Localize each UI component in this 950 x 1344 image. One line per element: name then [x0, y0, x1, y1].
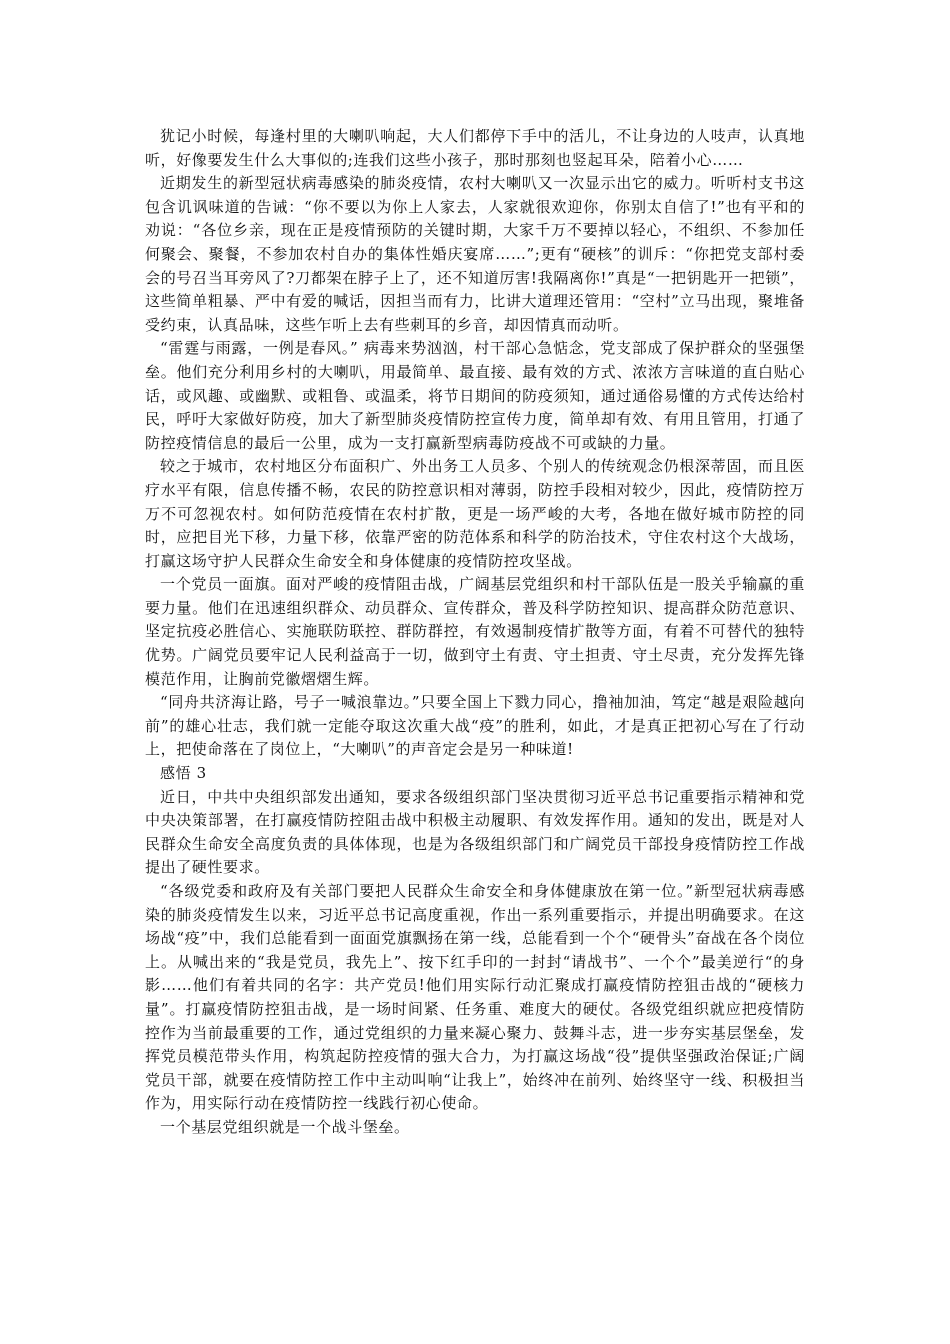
- paragraph-2: 近期发生的新型冠状病毒感染的肺炎疫情，农村大喇叭又一次显示出它的威力。听听村支书这包含讥讽味道的告诫：“你不要以为你上人家去，人家就很欢迎你，你别太自信了!”也有平和的劝说：“各位乡亲，现在正是疫情预防的关键时期，大家千万不要掉以轻心，不组织、不参加任何聚会、聚餐，不参加农村自办的集体性婚庆宴席……”;更有“硬核”的训斥：“你把党支部村委会的号召当耳旁风了?刀都架在脖子上了，还不知道厉害!我隔离你!”真是“一把钥匙开一把锁”，这些简单粗暴、严中有爱的喊话，因担当而有力，比讲大道理还管用：“空村”立马出现，聚堆备受约束，认真品味，这些乍听上去有些刺耳的乡音，却因情真而动听。: [145, 174, 805, 334]
- document-body: [145, 125, 805, 1140]
- paragraph-9: 一个基层党组织就是一个战斗堡垒。: [160, 1117, 410, 1136]
- paragraph-5: 一个党员一面旗。面对严峻的疫情阻击战，广阔基层党组织和村干部队伍是一股关乎输赢的重要力量。他们在迅速组织群众、动员群众、宣传群众，普及科学防控知识、提高群众防范意识、坚定抗疫必胜信心、实施联防联控、群防群控，有效遏制疫情扩散等方面，有着不可替代的独特优势。广阔党员要牢记人民利益高于一切，做到守土有责、守土担责、守土尽责，充分发挥先锋模范作用，让胸前党徽熠熠生辉。: [145, 575, 805, 688]
- paragraph-6: “同舟共济海让路，号子一喊浪靠边。”只要全国上下戮力同心，撸袖加油，笃定“越是艰险越向前”的雄心壮志，我们就一定能夺取这次重大战“疫”的胜利，如此，才是真正把初心写在了行动上，把使命落在了岗位上，“大喇叭”的声音定会是另一种味道!: [145, 693, 805, 759]
- paragraph-7: 近日，中共中央组织部发出通知，要求各级组织部门坚决贯彻习近平总书记重要指示精神和党中央决策部署，在打赢疫情防控阻击战中积极主动履职、有效发挥作用。通知的发出，既是对人民群众生命安全高度负责的具体体现，也是为各级组织部门和广阔党员干部投身疫情防控工作战提出了硬性要求。: [145, 787, 805, 877]
- paragraph-1: 犹记小时候，每逢村里的大喇叭响起，大人们都停下手中的活儿，不让身边的人吱声，认真地听，好像要发生什么大事似的;连我们这些小孩子，那时那刻也竖起耳朵，陪着小心……: [145, 127, 805, 169]
- paragraph-8: “各级党委和政府及有关部门要把人民群众生命安全和身体健康放在第一位。”新型冠状病毒感染的肺炎疫情发生以来，习近平总书记高度重视，作出一系列重要指示，并提出明确要求。在这场战“疫”中，我们总能看到一面面党旗飘扬在第一线，总能看到一个个“硬骨头”奋战在各个岗位上。从喊出来的“我是党员，我先上”、按下红手印的一封封“请战书”、一个个”最美逆行“的身影……他们有着共同的名字：共产党员!他们用实际行动汇聚成打赢疫情防控狙击战的“硬核力量”。打赢疫情防控狙击战，是一场时间紧、任务重、难度大的硬仗。各级党组织就应把疫情防控作为当前最重要的工作，通过党组织的力量来凝心聚力、鼓舞斗志，进一步夯实基层堡垒，发挥党员模范带头作用，构筑起防控疫情的强大合力，为打赢这场战“役”提供坚强政治保证;广阔党员干部，就要在疫情防控工作中主动叫响“让我上”，始终冲在前列、始终坚守一线、积极担当作为，用实际行动在疫情防控一线践行初心使命。: [145, 882, 805, 1113]
- paragraph-3: “雷霆与雨露，一例是春风。” 病毒来势汹汹，村干部心急惦念，党支部成了保护群众的坚强堡垒。他们充分利用乡村的大喇叭，用最简单、最直接、最有效的方式、浓浓方言味道的直白贴心话，或风趣、或幽默、或粗鲁、或温柔，将节日期间的防疫须知，通过通俗易懂的方式传达给村民，呼吁大家做好防疫，加大了新型肺炎疫情防控宣传力度，简单却有效、有用且管用，打通了防控疫情信息的最后一公里，成为一支打赢新型病毒防疫战不可或缺的力量。: [145, 339, 805, 452]
- section-heading: 感悟 3: [160, 764, 207, 783]
- paragraph-4: 较之于城市，农村地区分布面积广、外出务工人员多、个别人的传统观念仍根深蒂固，而且医疗水平有限，信息传播不畅，农民的防控意识相对薄弱，防控手段相对较少，因此，疫情防控万万不可忽视农村。如何防范疫情在农村扩散，更是一场严峻的大考，各地在做好城市防控的同时，应把目光下移，力量下移，依靠严密的防范体系和科学的防治技术，守住农村这个大战场，打赢这场守护人民群众生命安全和身体健康的疫情防控攻坚战。: [145, 457, 805, 570]
